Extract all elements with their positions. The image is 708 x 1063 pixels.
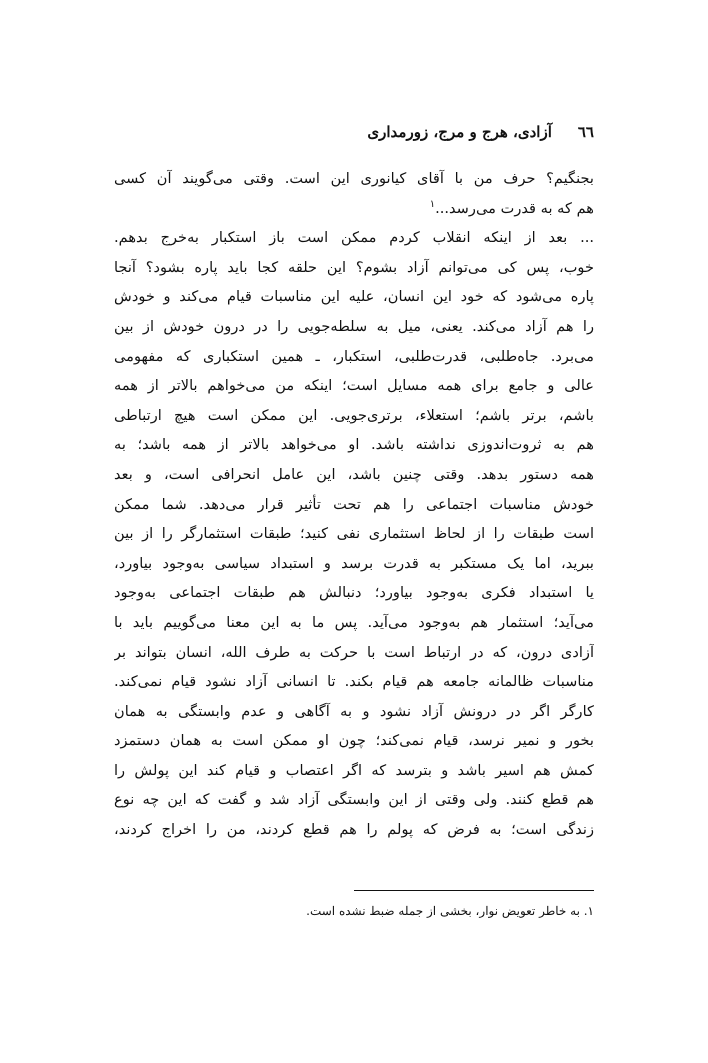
text-line: هم قطع کنند. ولی وقتی از این وابستگی آزاد شد و گفت که این چه نوع bbox=[114, 791, 594, 809]
footnote-marker: ١ bbox=[429, 198, 436, 210]
text-line: می‌برد. جاه‌طلبی، قدرت‌طلبی، استکبار، ـ همین استکباری که مفهومی bbox=[114, 347, 594, 365]
text-line: بجنگیم؟ حرف من با آقای کیانوری این است. وقتی می‌گویند آن کسی bbox=[114, 170, 594, 187]
text-line: را هم آزاد می‌کند. یعنی، میل به سلطه‌جویی را در درون خودش از بین bbox=[114, 317, 594, 335]
text-line: ... بعد از اینکه انقلاب کردم ممکن است باز استکبار به‌خرج بدهم. bbox=[114, 229, 594, 247]
text-line: خودش مناسبات اجتماعی را هم تحت تأثیر قرار می‌دهد. شما ممکن bbox=[114, 495, 594, 513]
text-line: یا استبداد فکری به‌وجود بیاورد؛ دنبالش هم طبقات اجتماعی به‌وجود bbox=[114, 584, 594, 602]
footnote-divider bbox=[354, 890, 594, 891]
text-line: ببرید، اما یک مستکبر به قدرت برسد و استبداد سیاسی به‌وجود بیاورد، bbox=[114, 554, 594, 572]
text-line: مناسبات ظالمانه جامعه هم قیام بکند. تا انسانی آزاد نشود قیام نمی‌کند. bbox=[114, 673, 594, 691]
text-line: همه دستور بدهد. وقتی چنین باشد، این عامل انحرافی است، و بعد bbox=[114, 465, 594, 483]
body-text bbox=[114, 164, 594, 845]
text-line-with-footnote bbox=[114, 194, 594, 224]
text-line: است طبقات را از لحاظ استثماری نفی کنید؛ طبقات استثمارگر را از بین bbox=[114, 525, 594, 543]
text-line: کمش هم اسیر باشد و بترسد که اگر اعتصاب و قیام کند این پولش را bbox=[114, 761, 594, 779]
footnote: ١. به خاطر تعویض نوار، بخشی از جمله ضبط نشده است. bbox=[306, 904, 594, 918]
text-line: باشم، برتر باشم؛ استعلاء، برتری‌جویی. این ممکن است هیچ ارتباطی bbox=[114, 406, 594, 424]
page-header bbox=[114, 120, 594, 144]
running-title: آزادی، هرج و مرج، زورمداری bbox=[367, 123, 552, 141]
text-line: بخور و نمیر نرسد، قیام نمی‌کند؛ چون او ممکن است به همان دستمزد bbox=[114, 732, 594, 750]
text-line: کارگر اگر در درونش آزاد نشود و به آگاهی و عدم وابستگی به همان bbox=[114, 702, 594, 720]
page-number: ٦٦ bbox=[577, 123, 594, 141]
text-line-content: هم که به قدرت می‌رسد... bbox=[435, 199, 594, 217]
text-line: خوب، پس کی می‌توانم آزاد بشوم؟ این حلقه کجا باید پاره بشود؟ آنجا bbox=[114, 258, 594, 276]
text-line: آزادی درون، که در ارتباط است با حرکت به طرف الله، انسان بتواند بر bbox=[114, 643, 594, 661]
text-line: عالی و جامع برای همه مسایل است؛ اینکه من می‌خواهم بالاتر از همه bbox=[114, 377, 594, 395]
text-line: زندگی است؛ به فرض که پولم را هم قطع کردند، من را اخراج کردند، bbox=[114, 821, 594, 839]
text-line: می‌آید؛ استثمار هم به‌وجود می‌آید. پس ما به این معنا می‌گوییم باید با bbox=[114, 613, 594, 631]
text-line: هم به ثروت‌اندوزی نداشته باشد. او می‌خواهد بالاتر از همه باشد؛ به bbox=[114, 436, 594, 454]
text-line: پاره می‌شود که خود این انسان، علیه این مناسبات قیام می‌کند و خودش bbox=[114, 288, 594, 306]
